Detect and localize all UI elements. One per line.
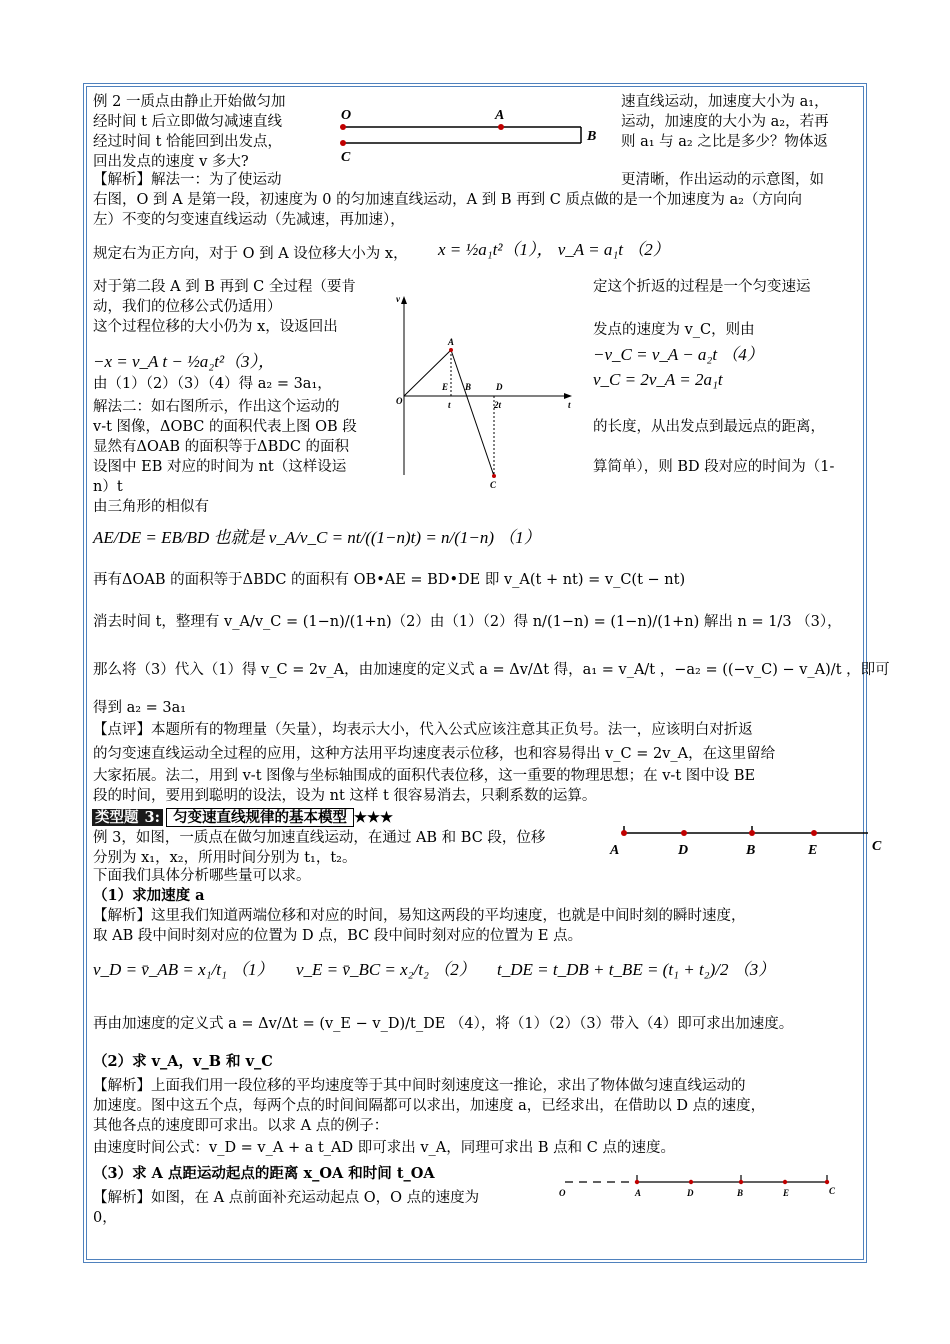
ex2-line2: 经时间 t 后立即做匀减速直线 bbox=[93, 114, 283, 130]
ex2-p11: 得到 a₂ = 3a₁ bbox=[93, 700, 187, 716]
fig2-t2: 2t bbox=[494, 400, 502, 410]
ex2-method2-d: 设图中 EB 对应的时间为 nt（这样设运 bbox=[93, 459, 347, 475]
ex2-method2-right: 的长度，从出发点到最远点的距离， bbox=[593, 419, 825, 435]
ex2-p6-right: 发点的速度为 v_C，则由 bbox=[593, 322, 755, 338]
ex3-q1: （1）求加速度 a bbox=[93, 887, 205, 904]
ex3-s3b: 0， bbox=[93, 1210, 117, 1226]
ex2-p4: 对于第二段 A 到 B 再到 C 全过程（要肯 bbox=[93, 279, 356, 295]
fig3-E: E bbox=[808, 843, 818, 858]
fig2-v: v bbox=[396, 294, 400, 304]
ex2-method2: 解法二：如右图所示，作出这个运动的 bbox=[93, 399, 340, 415]
ex3-s2d: 由速度时间公式：v_D = v_A + a t_AD 即可求出 v_A，同理可求出 B 点和 C 点的速度。 bbox=[93, 1140, 675, 1156]
ex2-p3: 规定右为正方向，对于 O 到 A 设位移大小为 x， bbox=[93, 246, 408, 262]
ex3-s3a: 【解析】如图，在 A 点前面补充运动起点 O，O 点的速度为 bbox=[93, 1190, 480, 1206]
fig2-t: t bbox=[568, 400, 571, 410]
ex2-p7: 由（1）（2）（3）（4）得 a₂ = 3a₁， bbox=[93, 376, 332, 392]
ex3-s1c: 再由加速度的定义式 a = Δv/Δt = (v_E − v_D)/t_DE （4），将（1）（2）（3）带入（4）即可求出加速度。 bbox=[93, 1016, 794, 1032]
ex2-right1: 速直线运动，加速度大小为 a₁， bbox=[621, 94, 829, 110]
ex2-method2-d-right: 算简单），则 BD 段对应的时间为（1- bbox=[593, 459, 835, 475]
ex2-p10: 那么将（3）代入（1）得 v_C = 2v_A，由加速度的定义式 a = Δv/Δt 得，a₁ = v_A/t ，−a₂ = ((−v_C) − v_A)/t ，即可 bbox=[93, 662, 890, 678]
fig4-D: D bbox=[687, 1188, 694, 1198]
ex2-method2-c: 显然有ΔOAB 的面积等于ΔBDC 的面积 bbox=[93, 439, 350, 455]
fig2-C: C bbox=[490, 480, 497, 490]
tag-title: 匀变速直线规律的基本模型 bbox=[166, 808, 354, 827]
fig1-O: O bbox=[341, 108, 352, 123]
ex2-p4-right: 定这个折返的过程是一个匀变速运 bbox=[593, 279, 811, 295]
ex2-comment1: 【点评】本题所有的物理量（矢量），均表示大小，代入公式应该注意其正负号。法一，应该明白对折返 bbox=[93, 722, 753, 738]
fig3-C: C bbox=[872, 839, 882, 854]
ex2-p2: 左）不变的匀变速直线运动（先减速，再加速）， bbox=[93, 212, 405, 228]
ex3-eq2: v_E = v̄_BC = x₂/t₂ （2） bbox=[296, 960, 476, 979]
tag-stars: ★★★ bbox=[353, 809, 393, 826]
ex3-line2: 分别为 x₁，x₂，所用时间分别为 t₁，t₂。 bbox=[93, 850, 357, 866]
ex2-eq-sim1: AE/DE = EB/BD 也就是 v_A/v_C = nt/((1−n)t) = n/(1−n) （1） bbox=[93, 528, 541, 547]
ex2-p6: 这个过程位移的大小仍为 x，设返回出 bbox=[93, 319, 338, 335]
fig4-B: B bbox=[737, 1188, 744, 1198]
ex3-s2b: 加速度。图中这五个点，每两个点的时间间隔都可以求出，加速度 a，已经求出，在借助以 D 点的速度， bbox=[93, 1098, 766, 1114]
fig2-E: E bbox=[442, 382, 449, 392]
fig4-O: O bbox=[559, 1188, 566, 1198]
ex3-eq1: v_D = v̄_AB = x₁/t₁ （1） bbox=[93, 960, 274, 979]
tag-number: 3: bbox=[142, 809, 163, 826]
fig2-t1: t bbox=[448, 400, 451, 410]
ex2-eq3: −x = v_A t − ½a₂t²（3）， bbox=[93, 352, 276, 371]
fig4-C: C bbox=[829, 1186, 836, 1196]
ex2-line3: 经过时间 t 恰能回到出发点， bbox=[93, 134, 283, 150]
fig1-B: B bbox=[587, 129, 597, 144]
ex2-sol-right: 更清晰，作出运动的示意图，如 bbox=[621, 172, 824, 188]
ex3-line3: 下面我们具体分析哪些量可以求。 bbox=[93, 868, 311, 884]
fig1-C: C bbox=[341, 150, 351, 165]
ex2-eq1: x = ½a₁t²（1）， v_A = a₁t （2） bbox=[438, 240, 670, 259]
fig1-A: A bbox=[495, 108, 505, 123]
ex2-p5: 动，我们的位移公式仍适用） bbox=[93, 299, 282, 315]
ex2-method2-b: v-t 图像，ΔOBC 的面积代表上图 OB 段 bbox=[93, 419, 357, 435]
ex2-p1: 右图，O 到 A 是第一段，初速度为 0 的匀加速直线运动，A 到 B 再到 C 质点做的是一个加速度为 a₂（方向向 bbox=[93, 192, 802, 208]
ex2-method2-f: 由三角形的相似有 bbox=[93, 499, 209, 515]
fig3-A: A bbox=[610, 843, 620, 858]
ex3-s2c: 其他各点的速度即可求出。以求 A 点的例子： bbox=[93, 1118, 389, 1134]
fig-vt-graph bbox=[390, 290, 580, 490]
ex2-line4: 回出发点的速度 v 多大? bbox=[93, 154, 249, 170]
ex3-s1a: 【解析】这里我们知道两端位移和对应的时间，易知这两段的平均速度，也就是中间时刻的瞬时速度， bbox=[93, 908, 746, 924]
ex2-comment2: 的匀变速直线运动全过程的应用，这种方法用平均速度表示位移，也和容易得出 v_C = 2v_A，在这里留给 bbox=[93, 746, 776, 762]
fig3-B: B bbox=[746, 843, 756, 858]
ex2-p8: 再有ΔOAB 的面积等于ΔBDC 的面积有 OB•AE = BD•DE 即 v_A(t + nt) = v_C(t − nt) bbox=[93, 572, 686, 588]
fig2-O: O bbox=[396, 396, 403, 406]
ex2-p9: 消去时间 t，整理有 v_A/v_C = (1−n)/(1+n)（2）由（1）（2）得 n/(1−n) = (1−n)/(1+n) 解出 n = 1/3 （3）， bbox=[93, 614, 842, 630]
ex2-right3: 则 a₁ 与 a₂ 之比是多少？物体返 bbox=[621, 134, 828, 150]
section-tag bbox=[92, 806, 393, 826]
ex2-method2-e: n）t bbox=[93, 479, 123, 495]
fig-adbec bbox=[600, 820, 890, 860]
ex3-line1: 例 3，如图，一质点在做匀加速直线运动，在通过 AB 和 BC 段，位移 bbox=[93, 830, 546, 846]
fig2-D: D bbox=[496, 382, 503, 392]
tag-label: 类型题 bbox=[92, 809, 142, 826]
ex3-q3: （3）求 A 点距运动起点的距离 x_OA 和时间 t_OA bbox=[93, 1165, 435, 1182]
ex2-comment3: 大家拓展。法二，用到 v-t 图像与坐标轴围成的面积代表位移，这一重要的物理思想；在 v-t 图中设 BE bbox=[93, 768, 756, 784]
fig4-A: A bbox=[635, 1188, 642, 1198]
ex3-q2: （2）求 v_A，v_B 和 v_C bbox=[93, 1053, 273, 1070]
ex2-comment4: 段的时间，要用到聪明的设法，设为 nt 这样 t 很容易消去，只剩系数的运算。 bbox=[93, 788, 597, 804]
fig2-A: A bbox=[448, 337, 455, 347]
ex2-line1: 例 2 一质点由静止开始做匀加 bbox=[93, 94, 286, 110]
ex2-eq4: −v_C = v_A − a₂t （4） bbox=[593, 345, 764, 364]
fig-oadbec bbox=[555, 1170, 855, 1206]
ex2-sol-head: 【解析】解法一：为了使运动 bbox=[93, 172, 282, 188]
ex2-eq5: v_C = 2v_A = 2a₁t bbox=[593, 370, 723, 389]
ex3-s1b: 取 AB 段中间时刻对应的位置为 D 点，BC 段中间时刻对应的位置为 E 点。 bbox=[93, 928, 583, 944]
fig3-D: D bbox=[678, 843, 689, 858]
fig2-B: B bbox=[465, 382, 472, 392]
ex3-s2a: 【解析】上面我们用一段位移的平均速度等于其中间时刻速度这一推论，求出了物体做匀速直线运动的 bbox=[93, 1078, 746, 1094]
fig4-E: E bbox=[783, 1188, 790, 1198]
fig-oabc bbox=[335, 105, 605, 165]
ex2-right2: 运动，加速度的大小为 a₂，若再 bbox=[621, 114, 829, 130]
ex3-eq3: t_DE = t_DB + t_BE = (t₁ + t₂)/2 （3） bbox=[497, 960, 776, 979]
